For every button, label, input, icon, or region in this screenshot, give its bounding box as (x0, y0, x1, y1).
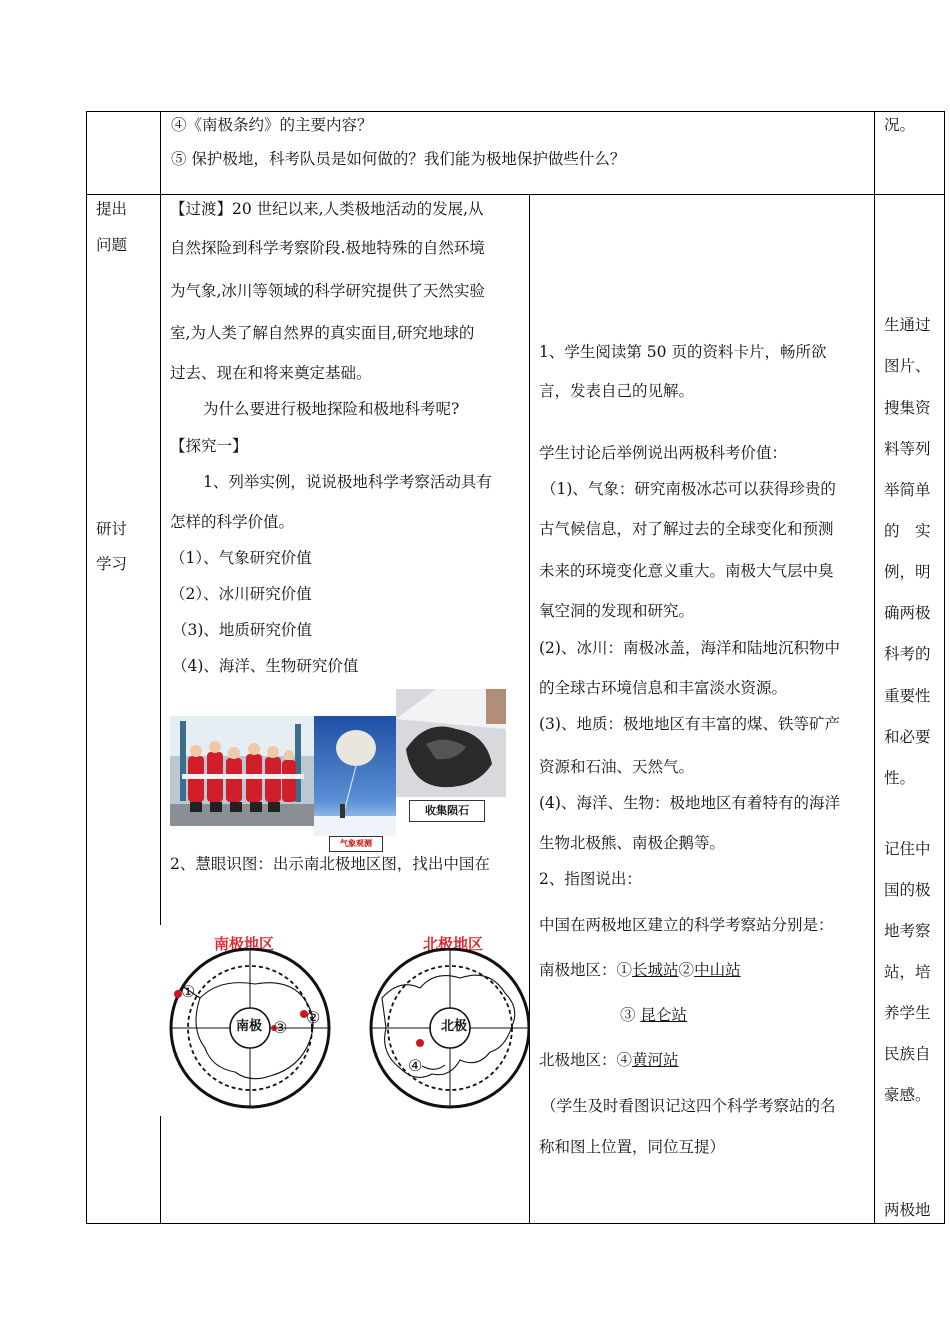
teacher-line: 为气象,冰川等领域的科学研究提供了天然实验 (170, 282, 485, 300)
top-intent-text: 况。 (884, 116, 916, 134)
south-map-title: 南极地区 (214, 935, 275, 953)
stations-south-line (539, 963, 741, 979)
teacher-line: 自然探险到科学考察阶段.极地特殊的自然环境 (170, 239, 485, 257)
teacher-line: 【探究一】 (170, 437, 248, 455)
student-line: 古气候信息，对了解过去的全球变化和预测 (539, 520, 834, 538)
intent-line: 的 实 (884, 522, 931, 540)
map-marker-1: ① (181, 982, 196, 1001)
polar-maps (160, 948, 530, 1116)
intent-line: 图片、 (884, 357, 931, 375)
teacher-line: （3)、地质研究价值 (172, 621, 312, 639)
meteorite-photo (396, 689, 506, 797)
intent-line: 站，培 (884, 963, 931, 981)
stage-label-a-2: 问题 (96, 236, 128, 254)
intent-line: 搜集资 (884, 399, 931, 417)
student-line: 的全球古环境信息和丰富淡水资源。 (539, 679, 788, 697)
student-line: 生物北极熊、南极企鹅等。 (539, 834, 726, 852)
teacher-line: （1）、气象研究价值 (170, 549, 312, 567)
station-great-wall: 长城站 (632, 961, 679, 979)
intent-line: 科考的 (884, 645, 931, 663)
table-row-divider (86, 194, 945, 195)
intent-line: 国的极 (884, 881, 931, 899)
meteorite-photo-caption: 收集陨石 (409, 800, 485, 822)
weather-photo-caption: 气象观测 (329, 836, 383, 852)
table-border-left (86, 111, 87, 1224)
north-map-title: 北极地区 (423, 935, 484, 953)
intent-line: 豪感。 (884, 1086, 931, 1104)
stage-label-b-2: 学习 (96, 555, 128, 573)
intent-line: 重要性 (884, 687, 931, 705)
intent-line: 性。 (884, 769, 916, 787)
intent-line: 例，明 (884, 563, 931, 581)
intent-line: 两极地 (884, 1201, 931, 1219)
north-region-label: 北极地区： (539, 1051, 617, 1069)
map-marker-4: ④ (408, 1056, 423, 1075)
south-region-label: 南极地区： (539, 961, 617, 979)
top-question-4: ④《南极条约》的主要内容？ (171, 116, 373, 134)
research-team-photo (170, 716, 314, 826)
teacher-line: 过去、现在和将来奠定基础。 (170, 364, 372, 382)
student-line: （1)、气象：研究南极冰芯可以获得珍贵的 (541, 480, 836, 498)
weather-balloon-photo (314, 716, 396, 836)
intent-line: 记住中 (884, 840, 931, 858)
stage-label-b-1: 研讨 (96, 520, 128, 538)
student-tail-line: （学生及时看图识记这四个科学考察站的名 (541, 1097, 836, 1115)
student-line: 1、学生阅读第 50 页的资料卡片，畅所欲 (539, 343, 827, 361)
top-question-5: ⑤ 保护极地，科考队员是如何做的？我们能为极地保护做些什么？ (171, 150, 626, 168)
student-line: 言，发表自己的见解。 (539, 382, 695, 400)
station-yellow-river: 黄河站 (632, 1051, 679, 1069)
teacher-line: 室,为人类了解自然界的真实面目,研究地球的 (170, 324, 475, 342)
col-divider-1b (160, 1116, 161, 1224)
table-border-right (944, 111, 945, 1224)
teacher-line: 1、列举实例，说说极地科学考察活动具有 (203, 473, 492, 491)
map-marker-2: ② (306, 1008, 321, 1027)
stations-north-line (539, 1053, 679, 1069)
intent-line: 民族自 (884, 1045, 931, 1063)
intent-line: 料等列 (884, 440, 931, 458)
south-pole-label: 南极 (236, 1019, 263, 1034)
student-line: 学生讨论后举例说出两极科考价值： (539, 444, 788, 462)
teacher-line: （2）、冰川研究价值 (170, 585, 312, 603)
station-marker: ③ (620, 1006, 636, 1024)
student-line: 2、指图说出： (539, 870, 642, 888)
station-marker: ④ (616, 1051, 633, 1069)
student-line: 氧空洞的发现和研究。 (539, 602, 695, 620)
intent-line: 确两极 (884, 604, 931, 622)
student-line: 中国在两极地区建立的科学考察站分别是： (539, 916, 834, 934)
col-divider-3 (874, 111, 875, 1224)
station-kunlun: 昆仑站 (640, 1006, 687, 1024)
intent-line: 生通过 (884, 316, 931, 334)
station-marker: ② (678, 961, 695, 979)
student-line: (2)、冰川：南极冰盖，海洋和陆地沉积物中 (539, 639, 840, 657)
student-line: 资源和石油、天然气。 (539, 758, 695, 776)
teacher-line: 2、慧眼识图：出示南北极地区图，找出中国在 (170, 855, 490, 873)
teacher-line: 为什么要进行极地探险和极地科考呢? (203, 400, 460, 418)
intent-line: 举简单 (884, 481, 931, 499)
teacher-line: 怎样的科学价值。 (170, 513, 295, 531)
table-border-top (86, 111, 945, 112)
stations-south-line-2 (620, 1008, 687, 1024)
intent-line: 地考察 (884, 922, 931, 940)
table-border-bottom (86, 1223, 945, 1224)
student-tail-line: 称和图上位置，同位互提） (539, 1138, 726, 1156)
student-line: (3)、地质：极地地区有丰富的煤、铁等矿产 (539, 715, 840, 733)
stage-label-a-1: 提出 (96, 200, 128, 218)
teacher-line: （4)、海洋、生物研究价值 (172, 657, 359, 675)
north-pole-label: 北极 (441, 1019, 468, 1034)
station-marker: ① (616, 961, 633, 979)
intent-line: 和必要 (884, 728, 931, 746)
teacher-line: 【过渡】20 世纪以来,人类极地活动的发展,从 (170, 200, 484, 218)
student-line: (4)、海洋、生物：极地地区有着特有的海洋 (539, 794, 840, 812)
student-line: 未来的环境变化意义重大。南极大气层中臭 (539, 562, 834, 580)
col-divider-1a (160, 111, 161, 925)
map-marker-3: ③ (273, 1018, 288, 1037)
station-zhongshan: 中山站 (694, 961, 741, 979)
intent-line: 养学生 (884, 1004, 931, 1022)
